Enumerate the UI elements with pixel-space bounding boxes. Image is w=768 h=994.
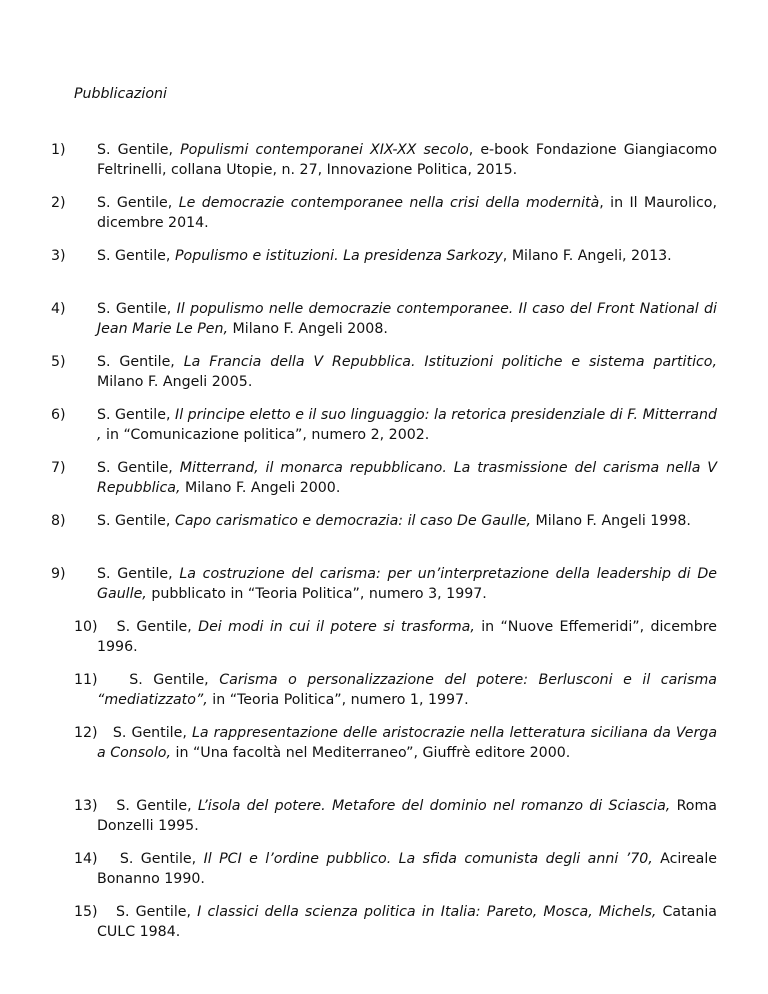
entry-title: Il principe eletto e il suo linguaggio: la retorica presidenziale di F. Mitterrand , (97, 407, 718, 443)
entry-title: La costruzione del carisma: per un’interpretazione della leadership di De Gaulle, (97, 566, 717, 602)
entry-title: La rappresentazione delle aristocrazie nella letteratura siciliana da Verga a Consolo, (97, 725, 718, 761)
entry-author: S. Gentile, (97, 301, 172, 317)
entry-author: S. Gentile, (97, 566, 173, 582)
entry-author: S. Gentile, (97, 248, 171, 264)
entry-details: Roma Donzelli 1995. (97, 798, 717, 834)
entry-title: La Francia della V Repubblica. Istituzioni politiche e sistema partitico, (183, 354, 717, 370)
publication-entry (51, 511, 717, 531)
entry-number: 5) (51, 354, 66, 370)
entry-details: Milano F. Angeli 1998. (531, 513, 691, 529)
entry-number: 3) (51, 248, 66, 264)
entry-author: S. Gentile, (97, 195, 173, 211)
entry-author: S. Gentile, (97, 460, 173, 476)
entry-title: Capo carismatico e democrazia: il caso De Gaulle, (174, 513, 532, 529)
publication-entry (74, 617, 717, 657)
entry-details: , in Il Maurolico, dicembre 2014. (97, 195, 717, 231)
publication-entry (51, 299, 717, 339)
publication-entry (74, 849, 717, 889)
entry-title: Mitterrand, il monarca repubblicano. La trasmissione del carisma nella V Repubblica, (97, 460, 717, 496)
entry-title: Carisma o personalizzazione del potere: Berlusconi e il carisma “mediatizzato”, (97, 672, 717, 708)
entry-details: in “Nuove Effemeridi”, dicembre 1996. (97, 619, 718, 655)
entry-number: 14) (74, 851, 98, 867)
publication-entry (74, 723, 717, 763)
entry-title: Dei modi in cui il potere si trasforma, (198, 619, 475, 635)
entry-details: , Milano F. Angeli, 2013. (502, 248, 672, 264)
entry-details: in “Comunicazione politica”, numero 2, 2002. (101, 427, 430, 443)
entry-number: 15) (74, 904, 98, 920)
entry-details: , e-book Fondazione Giangiacomo Feltrinelli, collana Utopie, n. 27, Innovazione Politica, 2015. (97, 142, 717, 178)
entry-number: 4) (51, 301, 66, 317)
entry-number: 7) (51, 460, 66, 476)
entry-details: Milano F. Angeli 2008. (228, 321, 388, 337)
entry-number: 9) (51, 566, 66, 582)
entry-details: in “Teoria Politica”, numero 1, 1997. (207, 692, 469, 708)
entry-number: 11) (74, 672, 98, 688)
publication-entry (51, 140, 717, 180)
entry-details: Milano F. Angeli 2000. (180, 480, 341, 496)
entry-title: Populismi contemporanei XIX-XX secolo (180, 142, 469, 158)
entry-author: S. Gentile, (97, 407, 171, 423)
entry-author: S. Gentile, (119, 851, 197, 867)
entry-title: Le democrazie contemporanee nella crisi della modernità (178, 195, 600, 211)
publication-entry (51, 246, 717, 266)
entry-details: Milano F. Angeli 2005. (97, 374, 253, 390)
entry-number: 13) (74, 798, 98, 814)
publication-entry (74, 796, 717, 836)
entry-number: 8) (51, 513, 66, 529)
entry-author: S. Gentile, (115, 904, 192, 920)
publication-entry (74, 670, 717, 710)
entry-number: 1) (51, 142, 66, 158)
publication-entry (51, 458, 717, 498)
entry-title: Il populismo nelle democrazie contemporanee. Il caso del Front National di Jean Marie Le Pen, (97, 301, 717, 337)
entry-number: 2) (51, 195, 66, 211)
entry-title: Il PCI e l’ordine pubblico. La sfida comunista degli anni ’70, (203, 851, 653, 867)
entry-author: S. Gentile, (129, 672, 209, 688)
entry-number: 12) (74, 725, 98, 741)
entry-author: S. Gentile, (97, 513, 171, 529)
entry-number: 6) (51, 407, 66, 423)
entry-title: L’isola del potere. Metafore del dominio nel romanzo di Sciascia, (197, 798, 671, 814)
entry-title: I classici della scienza politica in Italia: Pareto, Mosca, Michels, (197, 904, 657, 920)
section-heading: Pubblicazioni (74, 86, 167, 102)
publication-entry (51, 564, 717, 604)
entry-details: Catania CULC 1984. (97, 904, 717, 940)
entry-author: S. Gentile, (116, 798, 192, 814)
publication-entry (74, 902, 717, 942)
entry-details: Acireale Bonanno 1990. (97, 851, 717, 887)
entry-details: in “Una facoltà nel Mediterraneo”, Giuffrè editore 2000. (171, 745, 571, 761)
entry-author: S. Gentile, (97, 142, 174, 158)
publication-entry (51, 405, 718, 445)
publication-entry (51, 352, 717, 392)
publication-entry (51, 193, 717, 233)
entry-number: 10) (74, 619, 98, 635)
entry-author: S. Gentile, (112, 725, 187, 741)
entry-author: S. Gentile, (97, 354, 175, 370)
entry-author: S. Gentile, (116, 619, 192, 635)
entry-details: pubblicato in “Teoria Politica”, numero 3, 1997. (146, 586, 487, 602)
entry-title: Populismo e istituzioni. La presidenza Sarkozy (174, 248, 503, 264)
